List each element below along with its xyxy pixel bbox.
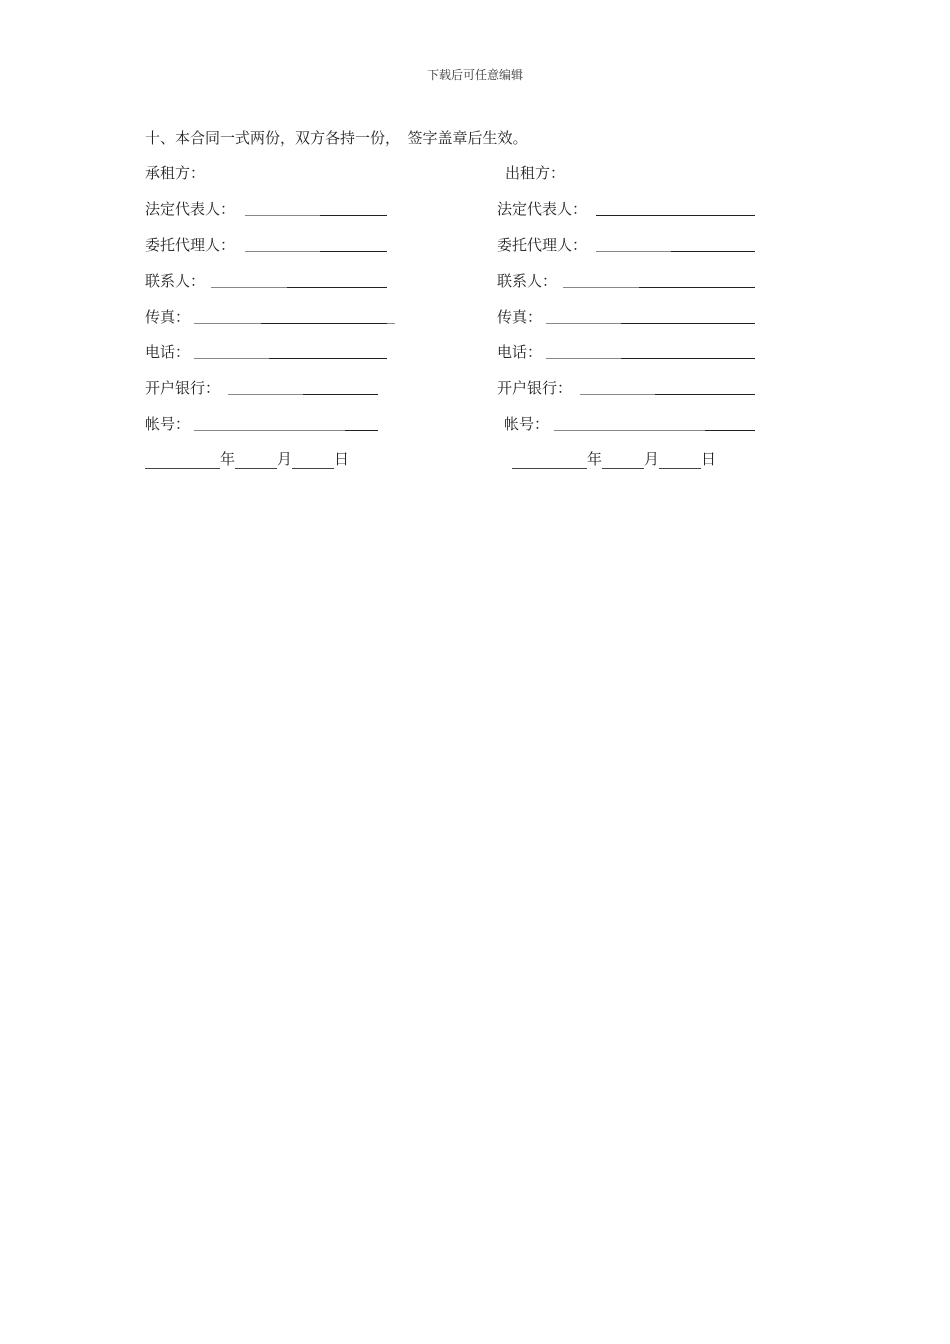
field-label: 电话： (145, 343, 191, 361)
tenant-fax-row (145, 306, 397, 326)
tenant-legal-rep-row (145, 198, 390, 218)
field-label: 开户银行： (145, 379, 221, 397)
lessor-party-label: 出租方： (505, 164, 566, 182)
day-label: 日 (334, 450, 350, 468)
day-blank[interactable] (292, 451, 334, 469)
signature-line[interactable] (194, 430, 345, 431)
tenant-date (145, 448, 349, 469)
signature-line[interactable] (245, 215, 320, 216)
lessor-fax-row (497, 306, 757, 326)
day-label: 日 (701, 450, 717, 468)
signature-line[interactable] (194, 358, 269, 359)
clause-ten: 十、本合同一式两份，双方各持一份， 签字盖章后生效。 (145, 129, 528, 147)
day-blank[interactable] (659, 451, 701, 469)
field-label: 联系人： (145, 272, 206, 290)
signature-line[interactable] (245, 251, 320, 252)
signature-line[interactable] (303, 394, 378, 395)
signature-line[interactable] (596, 251, 671, 252)
tenant-account-row (145, 413, 390, 433)
field-label: 法定代表人： (497, 200, 588, 218)
tenant-agent-row (145, 234, 390, 254)
signature-line[interactable] (580, 394, 655, 395)
field-label: 开户银行： (497, 379, 573, 397)
signature-line[interactable] (563, 287, 639, 288)
field-label: 联系人： (497, 272, 558, 290)
lessor-legal-rep-row (497, 198, 757, 218)
year-label: 年 (220, 450, 236, 468)
field-label: 电话： (497, 343, 543, 361)
signature-line[interactable] (211, 287, 287, 288)
tenant-contact-row (145, 270, 390, 290)
signature-line[interactable] (705, 430, 755, 431)
signature-line[interactable] (194, 323, 261, 324)
signature-line[interactable] (621, 358, 755, 359)
field-label: 法定代表人： (145, 200, 236, 218)
signature-line[interactable] (320, 251, 387, 252)
signature-line[interactable] (269, 358, 387, 359)
field-label: 帐号： (145, 415, 191, 433)
lessor-date (512, 448, 716, 469)
month-label: 月 (277, 450, 293, 468)
tenant-party-label: 承租方： (145, 164, 206, 182)
month-label: 月 (644, 450, 660, 468)
signature-line[interactable] (228, 394, 303, 395)
year-label: 年 (587, 450, 603, 468)
field-label: 帐号： (504, 415, 550, 433)
signature-line[interactable] (261, 323, 387, 324)
signature-line[interactable] (671, 251, 755, 252)
signature-line[interactable] (596, 215, 755, 216)
lessor-bank-row (497, 377, 757, 397)
signature-line[interactable] (639, 287, 755, 288)
lessor-phone-row (497, 341, 757, 361)
signature-line[interactable] (554, 430, 705, 431)
lessor-agent-row (497, 234, 757, 254)
signature-line[interactable] (320, 215, 387, 216)
signature-line[interactable] (621, 323, 755, 324)
field-label: 传真： (497, 308, 543, 326)
page-header: 下载后可任意编辑 (426, 68, 523, 82)
signature-line[interactable] (287, 287, 387, 288)
tenant-phone-row (145, 341, 390, 361)
field-label: 委托代理人： (497, 236, 588, 254)
field-label: 委托代理人： (145, 236, 236, 254)
signature-line[interactable] (655, 394, 755, 395)
lessor-contact-row (497, 270, 757, 290)
lessor-account-row (504, 413, 757, 433)
month-blank[interactable] (602, 451, 644, 469)
tenant-party-row (145, 162, 385, 182)
year-blank[interactable] (512, 451, 587, 469)
signature-line[interactable] (546, 358, 621, 359)
lessor-party-row (505, 162, 705, 182)
signature-line (387, 323, 395, 324)
field-label: 传真： (145, 308, 191, 326)
signature-line[interactable] (345, 430, 378, 431)
month-blank[interactable] (235, 451, 277, 469)
signature-line[interactable] (546, 323, 621, 324)
tenant-bank-row (145, 377, 390, 397)
year-blank[interactable] (145, 451, 220, 469)
